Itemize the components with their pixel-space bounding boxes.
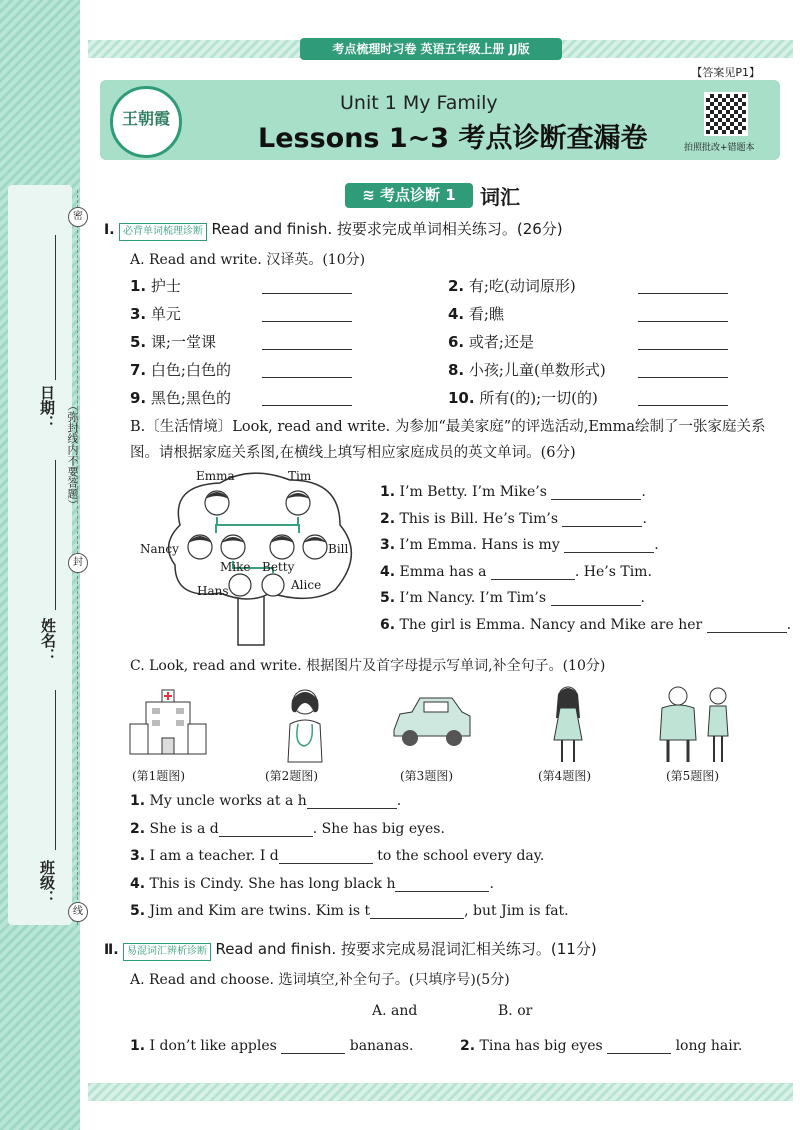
item-number: 2. <box>380 510 396 527</box>
vocab-item <box>448 303 504 324</box>
item-number: 1. <box>130 793 146 809</box>
item-text: 有;吃(动词原形) <box>468 277 576 295</box>
item-number: 4. <box>380 563 396 580</box>
item-number: 2. <box>130 820 146 837</box>
tree-name-tim: Tim <box>288 469 312 483</box>
seal-mark-1: 密 <box>68 207 88 227</box>
item-text: . She has big eyes. <box>312 820 445 837</box>
item-text: . <box>489 875 494 892</box>
item-number: 8. <box>448 361 465 379</box>
item-text: This is Bill. He’s Tim’s <box>399 510 559 527</box>
class-line <box>55 690 56 850</box>
family-tree-illustration <box>140 465 370 650</box>
answer-blank[interactable] <box>262 405 352 406</box>
answer-blank[interactable] <box>307 794 397 809</box>
vocab-item <box>448 275 576 296</box>
item-number: 6. <box>448 333 465 351</box>
part2-heading <box>104 938 597 961</box>
item-text: to the school every day. <box>372 848 545 864</box>
picture-caption: (第3题图) <box>400 769 453 783</box>
picture-question <box>130 821 445 837</box>
part1-c-title: C. Look, read and write. 根据图片及首字母提示写单词,补全句子。(10分) <box>130 658 606 674</box>
answer-blank[interactable] <box>638 349 728 350</box>
family-question <box>380 484 646 500</box>
item-number: 2. <box>460 1038 476 1054</box>
answer-blank[interactable] <box>370 904 464 919</box>
item-text: This is Cindy. She has long black h <box>149 875 396 892</box>
item-text: 或者;还是 <box>468 333 534 351</box>
family-question <box>380 590 645 606</box>
tree-name-hans: Hans <box>197 584 229 598</box>
vocab-item <box>448 359 606 380</box>
part1-instruction: Read and finish. 按要求完成单词相关练习。(26分) <box>211 220 563 238</box>
vocab-item <box>448 331 534 352</box>
brand-logo: 王朝霞 <box>110 86 182 158</box>
item-text: I’m Nancy. I’m Tim’s <box>399 590 547 606</box>
girl-picture <box>548 684 588 766</box>
part1-a-title: A. Read and write. 汉译英。(10分) <box>130 252 366 268</box>
item-number: 2. <box>448 277 465 295</box>
item-text: I am a teacher. I d <box>149 848 279 864</box>
part2-item-2 <box>460 1038 742 1054</box>
item-text: . <box>786 616 792 633</box>
tree-name-nancy: Nancy <box>140 542 179 556</box>
item-text: Emma has a <box>399 563 487 580</box>
date-label: 日期： <box>38 385 56 430</box>
item-number: 5. <box>130 333 147 351</box>
part1-b-line1: B.〔生活情境〕Look, read and write. 为参加“最美家庭”的评选活动,Emma绘制了一张家庭关系 <box>130 419 766 435</box>
answer-blank[interactable] <box>262 321 352 322</box>
item-text: bananas. <box>349 1038 414 1054</box>
answer-ref: 【答案见P1】 <box>691 66 760 79</box>
vocab-item <box>130 275 181 296</box>
item-number: 4. <box>130 875 146 892</box>
option-a: A. and <box>372 1003 418 1019</box>
item-text: . <box>654 537 659 553</box>
item-text: 白色;白色的 <box>150 361 231 379</box>
answer-blank[interactable] <box>638 321 728 322</box>
item-number: 3. <box>130 848 146 864</box>
item-text: 所有(的);一切(的) <box>479 389 598 407</box>
item-text: . <box>642 510 647 527</box>
picture-question <box>130 903 569 919</box>
item-text: Jim and Kim are twins. Kim is t <box>149 903 371 919</box>
item-text: . <box>641 484 646 500</box>
section-badge: ≋ 考点诊断 1 <box>345 183 473 208</box>
qr-code-icon[interactable] <box>704 92 748 136</box>
item-text: long hair. <box>675 1038 743 1054</box>
part2-item-1 <box>130 1038 413 1054</box>
part2-tag: 易混词汇辨析诊断 <box>123 943 211 961</box>
part2-a-title: A. Read and choose. 选词填空,补全句子。(只填序号)(5分) <box>130 972 510 988</box>
answer-blank[interactable] <box>279 849 373 864</box>
date-line <box>55 235 56 380</box>
part1-b-line2: 图。请根据家庭关系图,在横线上填写相应家庭成员的英文单词。(6分) <box>130 445 576 461</box>
lessons-title: Lessons 1~3 考点诊断查漏卷 <box>258 123 648 154</box>
item-text: 小孩;儿童(单数形式) <box>468 361 606 379</box>
tree-name-alice: Alice <box>291 578 322 592</box>
item-text: . <box>640 590 645 606</box>
item-number: 1. <box>130 277 147 295</box>
hospital-picture <box>128 688 208 760</box>
item-number: 9. <box>130 389 147 407</box>
item-text: I don’t like apples <box>149 1038 277 1054</box>
part1-tag: 必背单词梳理诊断 <box>119 223 207 241</box>
vocab-item <box>130 387 231 408</box>
class-label: 班级： <box>38 860 56 905</box>
series-bar: 考点梳理时习卷 英语五年级上册 JJ版 <box>300 38 562 60</box>
tree-name-bill: Bill <box>328 542 349 556</box>
item-number: 1. <box>130 1038 146 1054</box>
item-text: 单元 <box>150 305 181 323</box>
item-text: She is a d <box>149 820 219 837</box>
sidebar-panel <box>8 185 72 925</box>
tree-name-emma: Emma <box>196 469 235 483</box>
doctor-picture <box>270 684 340 764</box>
item-text: Tina has big eyes <box>479 1038 603 1054</box>
family-question <box>380 617 791 633</box>
name-label: 姓名： <box>39 618 57 663</box>
option-b: B. or <box>498 1003 533 1019</box>
item-number: 3. <box>130 305 147 323</box>
vocab-item <box>448 387 598 408</box>
part1-num: Ⅰ. <box>104 222 115 238</box>
answer-blank[interactable] <box>551 485 641 500</box>
item-text: The girl is Emma. Nancy and Mike are her <box>399 616 703 633</box>
item-text: My uncle works at a h <box>149 793 307 809</box>
picture-question <box>130 848 544 864</box>
qr-caption: 拍照批改+错题本 <box>684 143 755 153</box>
item-number: 4. <box>448 305 465 323</box>
car-picture <box>390 690 474 752</box>
picture-caption: (第5题图) <box>666 769 719 783</box>
answer-blank[interactable] <box>562 512 642 527</box>
item-number: 10. <box>448 389 475 407</box>
tree-name-mike: Mike <box>220 560 251 574</box>
answer-blank[interactable] <box>262 377 352 378</box>
family-question <box>380 511 647 527</box>
seal-mark-3: 线 <box>68 902 88 922</box>
vocab-item <box>130 331 216 352</box>
unit-title: Unit 1 My Family <box>340 92 498 114</box>
item-text: 护士 <box>150 277 181 295</box>
item-number: 3. <box>380 537 396 553</box>
item-text: 看;瞧 <box>468 305 504 323</box>
answer-blank[interactable] <box>491 565 575 580</box>
family-question <box>380 564 652 580</box>
seal-note: （弥封线内不要答题） <box>66 400 79 510</box>
picture-caption: (第4题图) <box>538 769 591 783</box>
item-number: 5. <box>130 903 146 919</box>
item-text: I’m Betty. I’m Mike’s <box>399 484 547 500</box>
vocab-item <box>130 359 231 380</box>
answer-blank[interactable] <box>638 405 728 406</box>
answer-blank[interactable] <box>281 1039 345 1054</box>
answer-blank[interactable] <box>219 822 313 837</box>
answer-blank[interactable] <box>638 293 728 294</box>
answer-blank[interactable] <box>262 349 352 350</box>
vocab-item <box>130 303 181 324</box>
part2-instruction: Read and finish. 按要求完成易混词汇相关练习。(11分) <box>215 940 597 958</box>
part2-num: Ⅱ. <box>104 942 119 958</box>
family-question <box>380 537 659 553</box>
item-number: 5. <box>380 590 396 606</box>
item-number: 1. <box>380 484 396 500</box>
picture-caption: (第2题图) <box>265 769 318 783</box>
bottom-stripe <box>88 1083 793 1101</box>
section-title: 词汇 <box>480 185 520 209</box>
item-number: 7. <box>130 361 147 379</box>
picture-question <box>130 876 494 892</box>
item-text: 黑色;黑色的 <box>150 389 231 407</box>
name-line <box>55 460 56 610</box>
part1-heading <box>104 218 563 241</box>
item-text: 课;一堂课 <box>150 333 216 351</box>
answer-blank[interactable] <box>638 377 728 378</box>
answer-blank[interactable] <box>551 591 641 606</box>
answer-blank[interactable] <box>707 618 787 633</box>
seal-mark-2: 封 <box>68 553 88 573</box>
item-number: 6. <box>380 616 396 633</box>
twins-picture <box>656 684 736 766</box>
item-text: . <box>396 793 402 809</box>
answer-blank[interactable] <box>607 1039 671 1054</box>
picture-caption: (第1题图) <box>132 769 185 783</box>
answer-blank[interactable] <box>395 877 489 892</box>
answer-blank[interactable] <box>262 293 352 294</box>
item-text: I’m Emma. Hans is my <box>399 537 560 553</box>
answer-blank[interactable] <box>564 538 654 553</box>
item-text: , but Jim is fat. <box>464 903 569 919</box>
item-text: . He’s Tim. <box>574 563 652 580</box>
picture-question <box>130 793 401 809</box>
tree-name-betty: Betty <box>262 560 295 574</box>
